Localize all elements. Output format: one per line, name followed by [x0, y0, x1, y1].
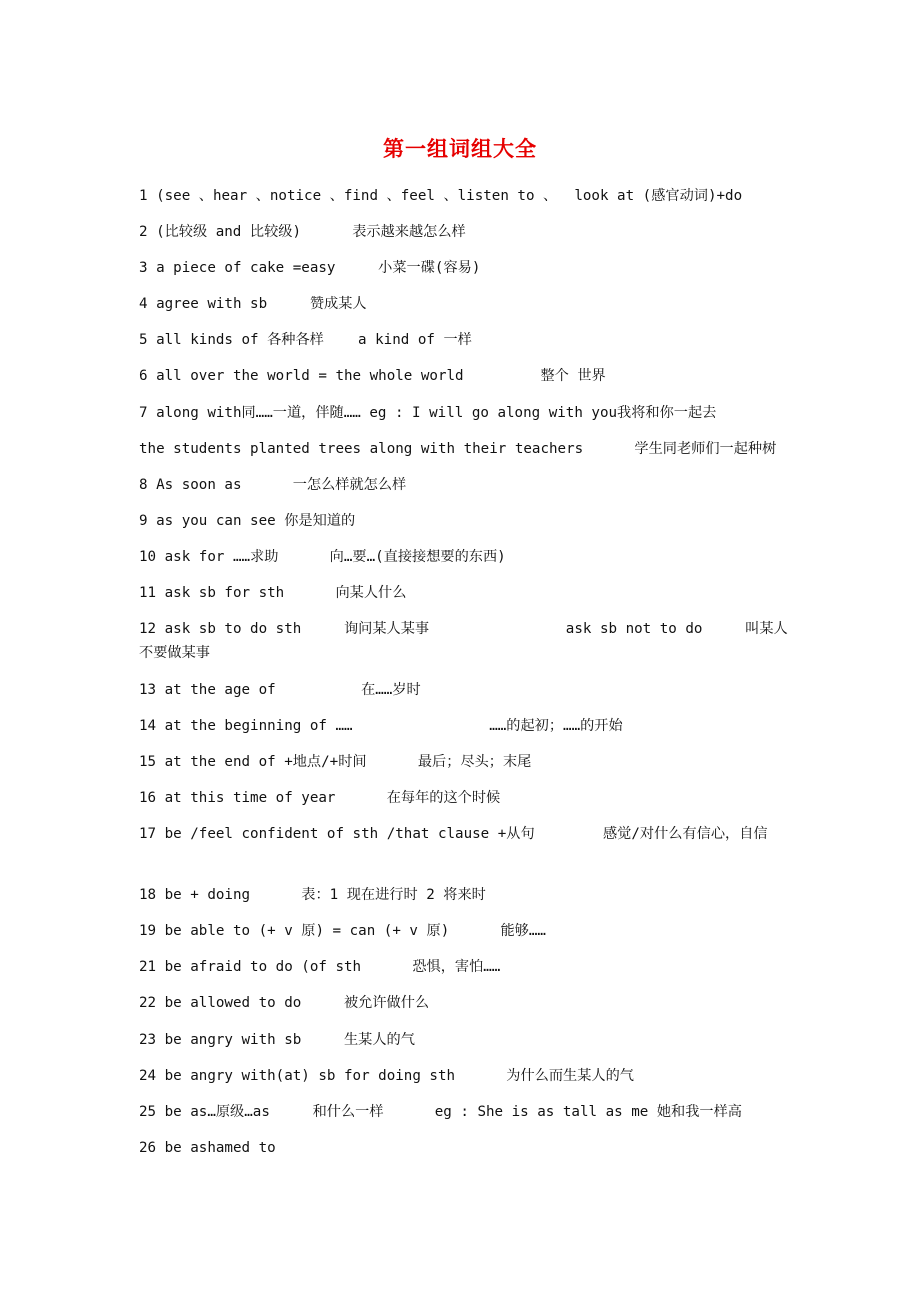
phrase-line: 18 be + doing 表：1 现在进行时 2 将来时: [139, 887, 486, 903]
phrase-line: 2 (比较级 and 比较级) 表示越来越怎么样: [139, 224, 466, 240]
phrase-line: 10 ask for ……求助 向…要…(直接接想要的东西): [139, 549, 506, 565]
phrase-line: 24 be angry with(at) sb for doing sth 为什么而生某人的气: [139, 1068, 634, 1084]
phrase-line: 12 ask sb to do sth 询问某人某事 ask sb not to do 叫某人不要做某事: [139, 621, 788, 661]
phrase-line: 4 agree with sb 赞成某人: [139, 296, 367, 312]
phrase-line: 23 be angry with sb 生某人的气: [139, 1032, 415, 1048]
phrase-line: 14 at the beginning of …… ……的起初；……的开始: [139, 718, 623, 734]
phrase-line: 22 be allowed to do 被允许做什么: [139, 995, 430, 1011]
phrase-line: 6 all over the world = the whole world 整个 世界: [139, 368, 606, 384]
phrase-line: 25 be as…原级…as 和什么一样 eg : She is as tall as me 她和我一样高: [139, 1104, 742, 1120]
phrase-line: 5 all kinds of 各种各样 a kind of 一样: [139, 332, 472, 348]
phrase-line: 8 As soon as 一怎么样就怎么样: [139, 477, 407, 493]
phrase-line: 9 as you can see 你是知道的: [139, 513, 356, 529]
phrase-line: 19 be able to (+ v 原) = can (+ v 原) 能够……: [139, 923, 546, 939]
phrase-line: 1 (see 、hear 、notice 、find 、feel 、listen to 、 look at (感官动词)+do: [139, 188, 743, 204]
phrase-line: 15 at the end of +地点/+时间 最后；尽头；末尾: [139, 754, 532, 770]
phrase-line: 13 at the age of 在……岁时: [139, 682, 421, 698]
phrase-line: 3 a piece of cake =easy 小菜一碟(容易): [139, 260, 481, 276]
phrase-line: 21 be afraid to do (of sth 恐惧，害怕……: [139, 959, 501, 975]
phrase-line: 7 along with同……一道，伴随…… eg : I will go along with you我将和你一起去: [139, 405, 717, 421]
phrase-line: the students planted trees along with their teachers 学生同老师们一起种树: [139, 441, 777, 457]
phrase-line: 26 be ashamed to: [139, 1140, 276, 1156]
phrase-line: 17 be /feel confident of sth /that clause +从句 感觉/对什么有信心，自信: [139, 826, 768, 842]
page-title: 第一组词组大全: [383, 137, 537, 161]
phrase-line: 16 at this time of year 在每年的这个时候: [139, 790, 501, 806]
phrase-line: 11 ask sb for sth 向某人什么: [139, 585, 407, 601]
